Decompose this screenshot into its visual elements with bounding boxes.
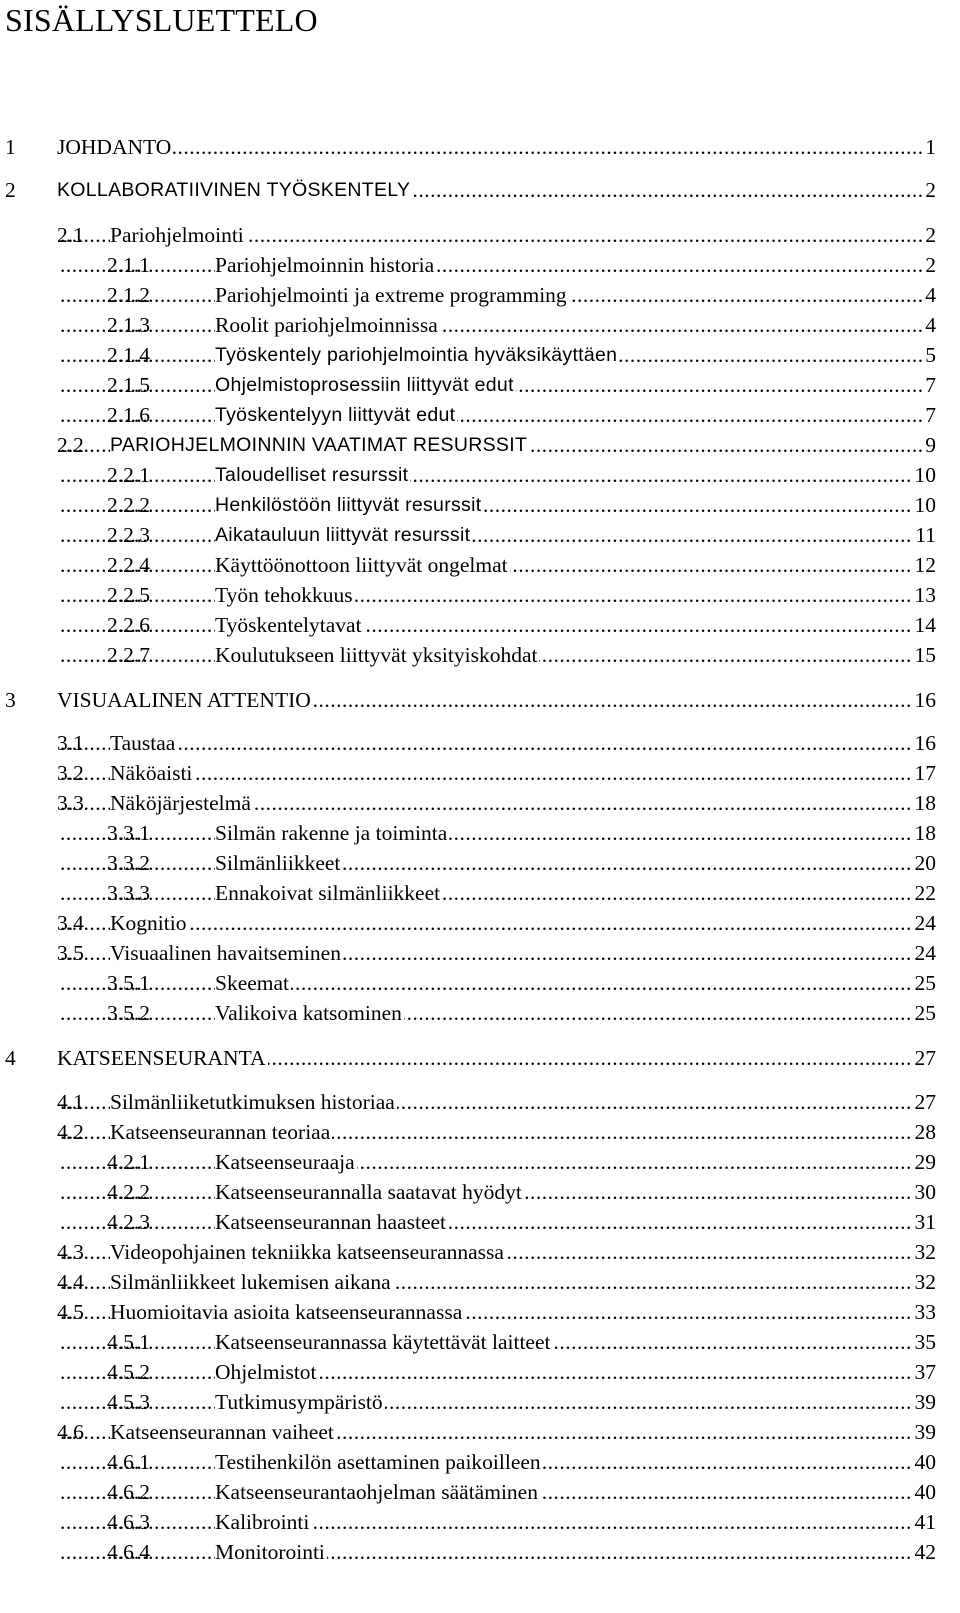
toc-entry-title: Silmänliikkeet lukemisen aikana bbox=[110, 1270, 391, 1294]
toc-entry-number: 3.3 bbox=[57, 791, 84, 815]
toc-entry-number: 4.5.1 bbox=[107, 1330, 150, 1354]
toc-entry-number: 2.1.1 bbox=[107, 253, 150, 277]
toc-entry-page: 25 bbox=[914, 971, 936, 995]
toc-entry-title: Katseenseurannalla saatavat hyödyt bbox=[215, 1180, 522, 1204]
toc-entry-number: 4.1 bbox=[57, 1090, 84, 1114]
toc-entry-title: Valikoiva katsominen bbox=[215, 1001, 402, 1025]
toc-leader-dots bbox=[60, 729, 936, 757]
toc-leader-dots bbox=[60, 969, 936, 997]
toc-entry-page: 17 bbox=[914, 761, 936, 785]
toc-entry-page: 1 bbox=[925, 135, 936, 159]
toc-leader-dots bbox=[60, 1208, 936, 1236]
toc-entry-title: Pariohjelmoinnin historia bbox=[215, 253, 435, 277]
toc-entry-page: 40 bbox=[914, 1480, 936, 1504]
toc-entry[interactable] bbox=[0, 1268, 936, 1296]
toc-entry-page: 22 bbox=[914, 881, 936, 905]
toc-entry-page: 16 bbox=[914, 688, 936, 712]
toc-entry[interactable] bbox=[0, 133, 936, 161]
toc-entry-number: 2.1.4 bbox=[107, 343, 150, 367]
toc-entry[interactable] bbox=[0, 281, 936, 309]
toc-entry[interactable] bbox=[0, 1388, 936, 1416]
toc-entry[interactable] bbox=[0, 371, 936, 399]
toc-leader-dots bbox=[60, 401, 936, 429]
toc-entry-number: 4.2.3 bbox=[107, 1210, 150, 1234]
toc-entry-page: 27 bbox=[914, 1046, 936, 1070]
toc-entry-page: 39 bbox=[914, 1420, 936, 1444]
toc-entry-title: Katseenseuraaja bbox=[215, 1150, 355, 1174]
toc-entry-number: 3.2 bbox=[57, 761, 84, 785]
toc-entry[interactable] bbox=[0, 909, 936, 937]
toc-entry-title: Katseenseurannan vaiheet bbox=[110, 1420, 334, 1444]
toc-leader-dots bbox=[60, 311, 936, 339]
toc-entry[interactable] bbox=[0, 789, 936, 817]
toc-entry-page: 18 bbox=[914, 791, 936, 815]
toc-entry-page: 25 bbox=[914, 1001, 936, 1025]
toc-entry-number: 4.6.2 bbox=[107, 1480, 150, 1504]
toc-entry-number: 1 bbox=[5, 135, 16, 159]
toc-entry-number: 4.3 bbox=[57, 1240, 84, 1264]
toc-entry[interactable] bbox=[0, 521, 936, 549]
toc-leader-dots bbox=[60, 491, 936, 519]
toc-entry-number: 2.2.4 bbox=[107, 553, 150, 577]
toc-entry-page: 20 bbox=[914, 851, 936, 875]
toc-leader-dots bbox=[60, 1388, 936, 1416]
toc-entry[interactable] bbox=[0, 849, 936, 877]
toc-entry-number: 4.4 bbox=[57, 1270, 84, 1294]
toc-entry-page: 18 bbox=[914, 821, 936, 845]
toc-entry-number: 2.2.1 bbox=[107, 463, 150, 487]
toc-leader-dots bbox=[60, 1148, 936, 1176]
toc-entry-number: 3.3.1 bbox=[107, 821, 150, 845]
toc-entry[interactable] bbox=[0, 1358, 936, 1386]
toc-entry-number: 4.6.4 bbox=[107, 1540, 150, 1564]
toc-entry-page: 2 bbox=[925, 178, 936, 202]
toc-entry-number: 4.2 bbox=[57, 1120, 84, 1144]
toc-entry-page: 41 bbox=[914, 1510, 936, 1534]
toc-entry-title: Pariohjelmointi ja extreme programming bbox=[215, 283, 567, 307]
toc-entry-number: 3.5.2 bbox=[107, 1001, 150, 1025]
toc-entry-number: 2.1.2 bbox=[107, 283, 150, 307]
toc-entry-page: 15 bbox=[914, 643, 936, 667]
toc-entry-page: 33 bbox=[914, 1300, 936, 1324]
toc-entry-title: PARIOHJELMOINNIN VAATIMAT RESURSSIT bbox=[110, 431, 529, 459]
toc-entry-number: 2.2.5 bbox=[107, 583, 150, 607]
toc-entry-page: 7 bbox=[925, 373, 936, 397]
toc-entry-number: 3.1 bbox=[57, 731, 84, 755]
toc-entry-page: 24 bbox=[914, 911, 936, 935]
toc-entry-title: Henkilöstöön liittyvät resurssit bbox=[215, 491, 483, 519]
toc-leader-dots bbox=[60, 1538, 936, 1566]
toc-entry-title: Katseenseurannassa käytettävät laitteet bbox=[215, 1330, 551, 1354]
toc-entry-page: 4 bbox=[925, 313, 936, 337]
toc-entry-title: Silmänliiketutkimuksen historiaa bbox=[110, 1090, 395, 1114]
toc-entry-number: 3.4 bbox=[57, 911, 84, 935]
toc-entry[interactable] bbox=[0, 1208, 936, 1236]
toc-entry-number: 2.2.3 bbox=[107, 523, 150, 547]
toc-entry-title: Työskentely pariohjelmointia hyväksikäyttäen bbox=[215, 341, 619, 369]
toc-entry-page: 39 bbox=[914, 1390, 936, 1414]
toc-entry-page: 2 bbox=[925, 223, 936, 247]
toc-entry-page: 14 bbox=[914, 613, 936, 637]
toc-entry-number: 4.6.3 bbox=[107, 1510, 150, 1534]
toc-entry[interactable] bbox=[0, 999, 936, 1027]
toc-entry-number: 4 bbox=[5, 1046, 16, 1070]
toc-entry-number: 4.6.1 bbox=[107, 1450, 150, 1474]
toc-entry-number: 2.2.7 bbox=[107, 643, 150, 667]
toc-entry-title: Katseenseurantaohjelman säätäminen bbox=[215, 1480, 538, 1504]
toc-entry[interactable] bbox=[0, 819, 936, 847]
toc-entry[interactable] bbox=[0, 341, 936, 369]
toc-entry-title: KOLLABORATIIVINEN TYÖSKENTELY bbox=[57, 176, 412, 204]
toc-entry-page: 13 bbox=[914, 583, 936, 607]
toc-entry-number: 4.2.1 bbox=[107, 1150, 150, 1174]
page-title: SISÄLLYSLUETTELO bbox=[5, 2, 318, 38]
toc-entry-number: 3 bbox=[5, 688, 16, 712]
toc-entry-number: 4.6 bbox=[57, 1420, 84, 1444]
toc-entry-page: 42 bbox=[914, 1540, 936, 1564]
toc-entry[interactable] bbox=[0, 611, 936, 639]
toc-leader-dots bbox=[60, 819, 936, 847]
toc-entry-number: 2.2 bbox=[57, 433, 84, 457]
toc-entry-title: Työskentelytavat bbox=[215, 613, 362, 637]
toc-entry[interactable] bbox=[0, 401, 936, 429]
toc-entry-title: JOHDANTO bbox=[57, 135, 172, 159]
toc-entry[interactable] bbox=[0, 879, 936, 907]
toc-entry-page: 10 bbox=[914, 493, 936, 517]
toc-leader-dots bbox=[60, 1358, 936, 1386]
toc-entry-number: 2.1 bbox=[57, 223, 84, 247]
toc-entry[interactable] bbox=[0, 1478, 936, 1506]
toc-leader-dots bbox=[60, 461, 936, 489]
toc-entry-number: 3.5 bbox=[57, 941, 84, 965]
toc-entry[interactable] bbox=[0, 461, 936, 489]
toc-leader-dots bbox=[60, 909, 936, 937]
toc-entry[interactable] bbox=[0, 1538, 936, 1566]
toc-entry[interactable] bbox=[0, 1508, 936, 1536]
toc-entry[interactable] bbox=[0, 1298, 936, 1326]
toc-entry-page: 7 bbox=[925, 403, 936, 427]
toc-entry[interactable] bbox=[0, 641, 936, 669]
toc-leader-dots bbox=[60, 879, 936, 907]
toc-entry[interactable] bbox=[0, 1418, 936, 1446]
toc-entry-number: 2 bbox=[5, 178, 16, 202]
toc-entry[interactable] bbox=[0, 759, 936, 787]
toc-entry-title: Työn tehokkuus bbox=[215, 583, 353, 607]
toc-entry-title: Taloudelliset resurssit bbox=[215, 461, 410, 489]
toc-entry-title: VISUAALINEN ATTENTIO bbox=[57, 688, 311, 712]
toc-entry-page: 37 bbox=[914, 1360, 936, 1384]
toc-entry-title: Näköjärjestelmä bbox=[110, 791, 251, 815]
toc-entry-title: Työskentelyyn liittyvät edut bbox=[215, 401, 457, 429]
toc-entry-title: Huomioitavia asioita katseenseurannassa bbox=[110, 1300, 463, 1324]
toc-entry-title: Aikatauluun liittyvät resurssit bbox=[215, 521, 472, 549]
toc-leader-dots bbox=[60, 251, 936, 279]
toc-entry[interactable] bbox=[0, 729, 936, 757]
toc-entry-title: Kognitio bbox=[110, 911, 187, 935]
toc-entry-page: 28 bbox=[914, 1120, 936, 1144]
toc-leader-dots bbox=[60, 521, 936, 549]
toc-entry-page: 10 bbox=[914, 463, 936, 487]
toc-entry-page: 24 bbox=[914, 941, 936, 965]
toc-entry-number: 4.5.3 bbox=[107, 1390, 150, 1414]
toc-entry[interactable] bbox=[0, 1044, 936, 1072]
toc-entry-number: 2.1.6 bbox=[107, 403, 150, 427]
toc-entry[interactable] bbox=[0, 431, 936, 459]
toc-entry-page: 11 bbox=[915, 523, 936, 547]
toc-leader-dots bbox=[60, 133, 936, 161]
toc-entry[interactable] bbox=[0, 969, 936, 997]
toc-entry-page: 16 bbox=[914, 731, 936, 755]
toc-entry-page: 30 bbox=[914, 1180, 936, 1204]
toc-leader-dots bbox=[60, 849, 936, 877]
toc-entry-page: 9 bbox=[925, 433, 936, 457]
toc-entry-page: 40 bbox=[914, 1450, 936, 1474]
toc-entry-title: Videopohjainen tekniikka katseenseurannassa bbox=[110, 1240, 504, 1264]
toc-entry[interactable] bbox=[0, 311, 936, 339]
toc-entry-title: Näköaisti bbox=[110, 761, 193, 785]
toc-leader-dots bbox=[60, 581, 936, 609]
toc-entry-title: Taustaa bbox=[110, 731, 176, 755]
toc-entry[interactable] bbox=[0, 251, 936, 279]
toc-entry-page: 5 bbox=[925, 343, 936, 367]
toc-entry[interactable] bbox=[0, 1448, 936, 1476]
toc-entry-title: Testihenkilön asettaminen paikoilleen bbox=[215, 1450, 541, 1474]
toc-entry[interactable] bbox=[0, 1118, 936, 1146]
toc-entry-title: Visuaalinen havaitseminen bbox=[110, 941, 341, 965]
toc-entry-number: 3.3.2 bbox=[107, 851, 150, 875]
toc-entry-page: 32 bbox=[914, 1240, 936, 1264]
toc-entry-number: 2.2.6 bbox=[107, 613, 150, 637]
toc-entry-page: 27 bbox=[914, 1090, 936, 1114]
toc-entry-title: Monitorointi bbox=[215, 1540, 325, 1564]
toc-entry[interactable] bbox=[0, 1148, 936, 1176]
toc-entry-title: Ohjelmistot bbox=[215, 1360, 317, 1384]
toc-entry-title: Silmän rakenne ja toiminta bbox=[215, 821, 448, 845]
toc-entry-number: 4.2.2 bbox=[107, 1180, 150, 1204]
toc-entry[interactable] bbox=[0, 939, 936, 967]
toc-entry[interactable] bbox=[0, 581, 936, 609]
toc-entry-number: 2.1.3 bbox=[107, 313, 150, 337]
toc-entry-title: Pariohjelmointi bbox=[110, 223, 244, 247]
toc-leader-dots bbox=[60, 611, 936, 639]
toc-entry[interactable] bbox=[0, 1178, 936, 1206]
toc-entry[interactable] bbox=[0, 686, 936, 714]
toc-entry[interactable] bbox=[0, 491, 936, 519]
toc-entry-number: 3.3.3 bbox=[107, 881, 150, 905]
toc-entry-title: Skeemat bbox=[215, 971, 290, 995]
toc-entry[interactable] bbox=[0, 176, 936, 204]
toc-entry-title: Katseenseurannan teoriaa bbox=[110, 1120, 331, 1144]
toc-entry-page: 32 bbox=[914, 1270, 936, 1294]
toc-entry-title: Tutkimusympäristö bbox=[215, 1390, 383, 1414]
toc-leader-dots bbox=[60, 999, 936, 1027]
toc-entry-page: 2 bbox=[925, 253, 936, 277]
toc-entry-title: Silmänliikkeet bbox=[215, 851, 341, 875]
toc-entry[interactable] bbox=[0, 551, 936, 579]
toc-entry[interactable] bbox=[0, 1088, 936, 1116]
toc-entry-page: 4 bbox=[925, 283, 936, 307]
toc-entry-number: 2.2.2 bbox=[107, 493, 150, 517]
toc-entry-page: 12 bbox=[914, 553, 936, 577]
toc-entry-title: KATSEENSEURANTA bbox=[57, 1046, 266, 1070]
toc-entry-title: Kalibrointi bbox=[215, 1510, 310, 1534]
toc-entry[interactable] bbox=[0, 1328, 936, 1356]
toc-entry-title: Katseenseurannan haasteet bbox=[215, 1210, 447, 1234]
toc-entry-title: Ennakoivat silmänliikkeet bbox=[215, 881, 441, 905]
toc-entry[interactable] bbox=[0, 221, 936, 249]
toc-entry-title: Käyttöönottoon liittyvät ongelmat bbox=[215, 553, 508, 577]
toc-entry-number: 4.5.2 bbox=[107, 1360, 150, 1384]
toc-entry[interactable] bbox=[0, 1238, 936, 1266]
toc-entry-page: 31 bbox=[914, 1210, 936, 1234]
toc-entry-number: 2.1.5 bbox=[107, 373, 150, 397]
toc-leader-dots bbox=[60, 1508, 936, 1536]
toc-entry-title: Ohjelmistoprosessiin liittyvät edut bbox=[215, 371, 516, 399]
toc-entry-number: 3.5.1 bbox=[107, 971, 150, 995]
toc-entry-number: 4.5 bbox=[57, 1300, 84, 1324]
toc-entry-title: Roolit pariohjelmoinnissa bbox=[215, 313, 438, 337]
toc-entry-page: 35 bbox=[914, 1330, 936, 1354]
toc-entry-page: 29 bbox=[914, 1150, 936, 1174]
toc-entry-title: Koulutukseen liittyvät yksityiskohdat bbox=[215, 643, 538, 667]
